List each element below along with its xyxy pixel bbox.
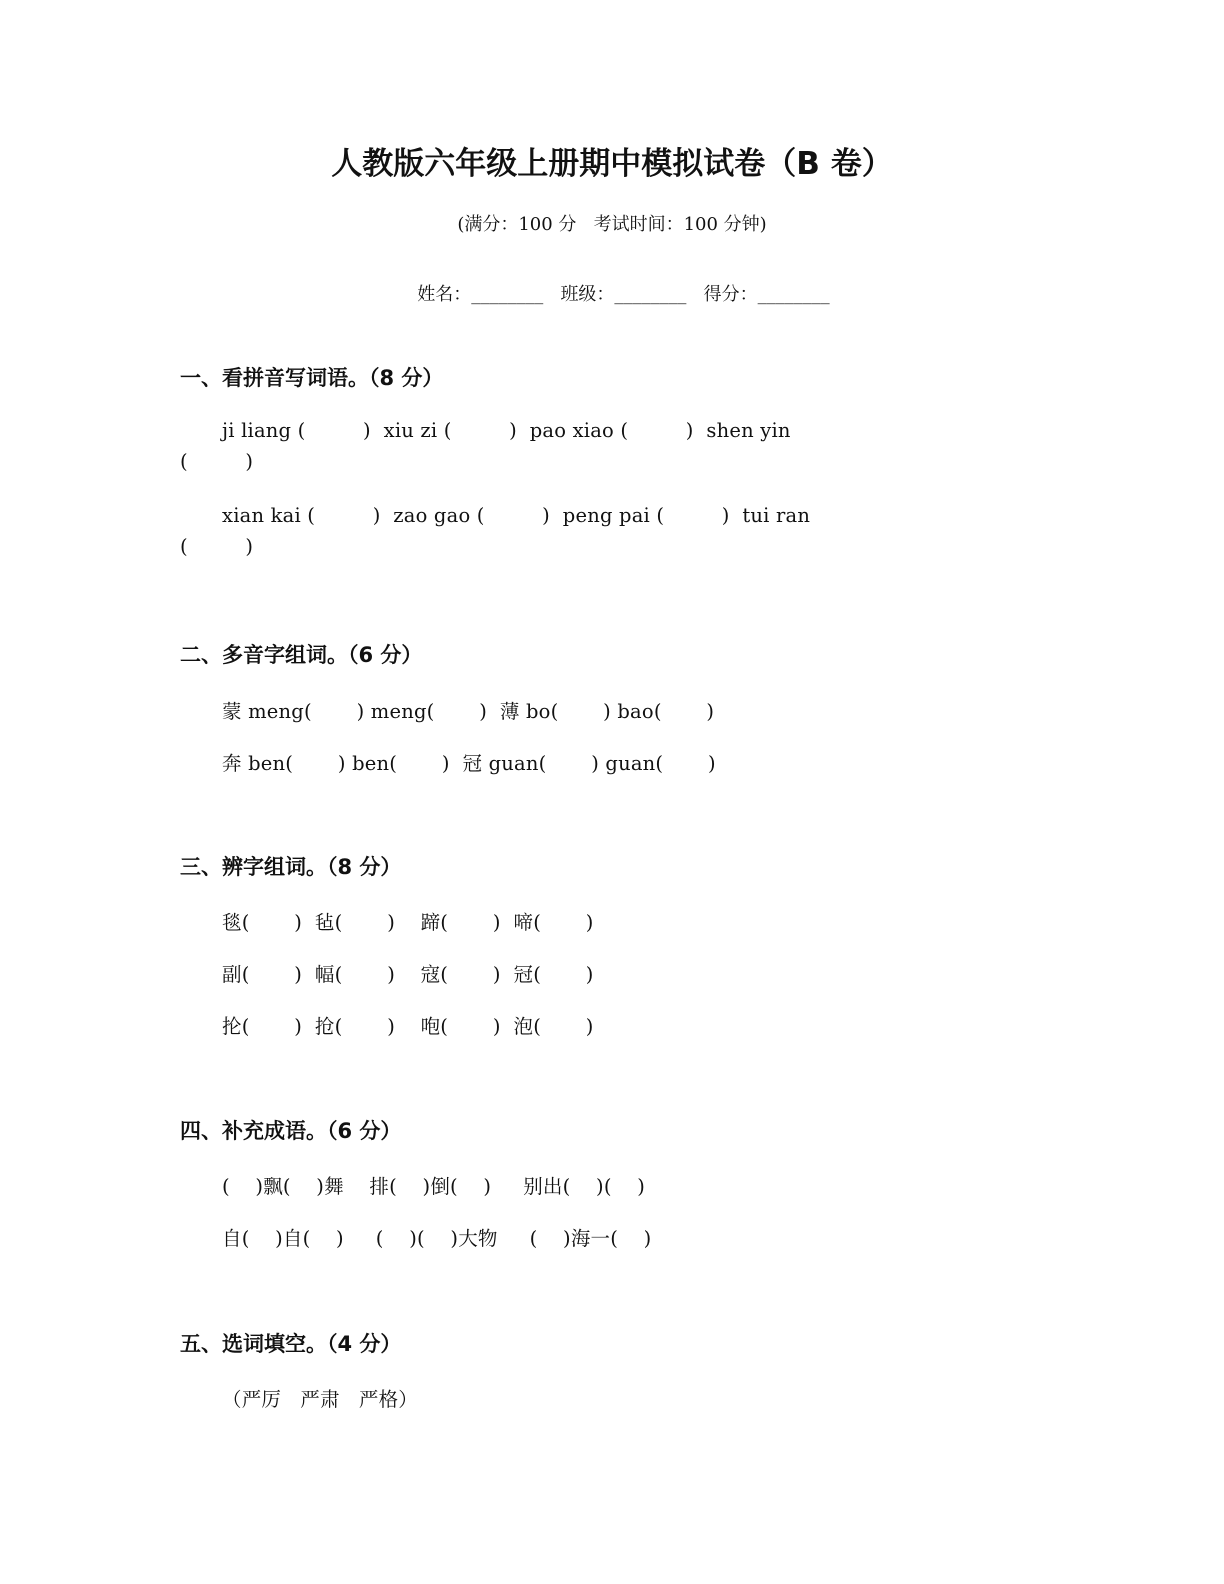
section-1-line-1: ji liang ( ) xiu zi ( ) pao xiao ( ) shen yin — [222, 419, 791, 442]
section-5-line-1: （严厉 严肃 严格） — [222, 1388, 418, 1411]
score-field: 得分：________ — [703, 284, 830, 305]
section-3-heading: 三、辨字组词。（8 分） — [180, 855, 402, 879]
section-4-heading: 四、补充成语。（6 分） — [180, 1119, 402, 1143]
page-title: 人教版六年级上册期中模拟试卷（B 卷） — [331, 146, 893, 182]
student-info-row — [0, 259, 1224, 327]
name-field: 姓名：________ — [417, 284, 544, 305]
section-1-line-3: xian kai ( ) zao gao ( ) peng pai ( ) tui ran — [222, 504, 811, 527]
section-1-heading: 一、看拼音写词语。（8 分） — [180, 366, 444, 390]
section-3-line-3: 抡( ) 抢( ) 咆( ) 泡( ) — [222, 1015, 594, 1038]
section-2-line-1: 蒙 meng( ) meng( ) 薄 bo( ) bao( ) — [222, 700, 715, 723]
section-3-line-2: 副( ) 幅( ) 寇( ) 冠( ) — [222, 963, 594, 986]
section-3-line-1: 毯( ) 毡( ) 蹄( ) 啼( ) — [222, 911, 594, 934]
exam-subtitle: (满分：100 分 考试时间：100 分钟) — [457, 214, 767, 235]
section-2-heading: 二、多音字组词。（6 分） — [180, 643, 423, 667]
section-4-line-2: 自( )自( ) ( )( )大物 ( )海一( ) — [222, 1227, 652, 1250]
section-4-line-1: ( )飘( )舞 排( )倒( ) 别出( )( ) — [222, 1175, 646, 1198]
class-field: 班级：________ — [560, 284, 687, 305]
section-2-line-2: 奔 ben( ) ben( ) 冠 guan( ) guan( ) — [222, 752, 716, 775]
section-1-line-2: ( ) — [180, 450, 254, 473]
section-5-heading: 五、选词填空。（4 分） — [180, 1332, 402, 1356]
section-1-line-4: ( ) — [180, 535, 254, 558]
